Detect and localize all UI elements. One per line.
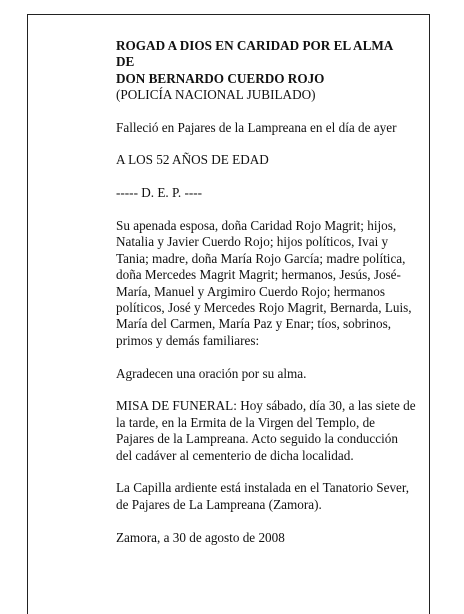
funeral-paragraph: MISA DE FUNERAL: Hoy sábado, día 30, a las siete de la tarde, en la Ermita de la Virgen del Templo, de Pajares de la Lampreana. Acto seguido la conducción del cadáver al cementerio de dicha localidad. [116,398,416,463]
heading-line-2: DE [116,54,135,70]
chapel-paragraph: La Capilla ardiente está instalada en el Tanatorio Sever, de Pajares de La Lampreana (Zamora). [116,480,410,512]
heading-line-1: ROGAD A DIOS EN CARIDAD POR EL ALMA [116,38,394,53]
notice-heading [116,38,416,87]
deceased-occupation: (POLICÍA NACIONAL JUBILADO) [116,87,316,103]
family-paragraph: Su apenada esposa, doña Caridad Rojo Magrit; hijos, Natalia y Javier Cuerdo Rojo; hijos políticos, Ivai y Tania; madre, doña María Rojo García; madre política, doña Mercedes Magrit Magrit; hermanos, Jesús, José-María, Manuel y Argimiro Cuerdo Rojo; hermanos políticos, José y Mercedes Rojo Magrit, Bernarda, Luis, María del Carmen, María Paz y Enar; tíos, sobrinos, primos y demás familiares: [116,218,412,348]
age-statement: A LOS 52 AÑOS DE EDAD [116,152,269,168]
rip-line: ----- D. E. P. ---- [116,185,203,201]
thanks-paragraph: Agradecen una oración por su alma. [116,365,307,381]
death-statement: Falleció en Pajares de la Lampreana en el día de ayer [116,119,397,135]
deceased-name: DON BERNARDO CUERDO ROJO [116,70,325,86]
obituary-notice [116,38,416,562]
dateline: Zamora, a 30 de agosto de 2008 [116,529,285,545]
